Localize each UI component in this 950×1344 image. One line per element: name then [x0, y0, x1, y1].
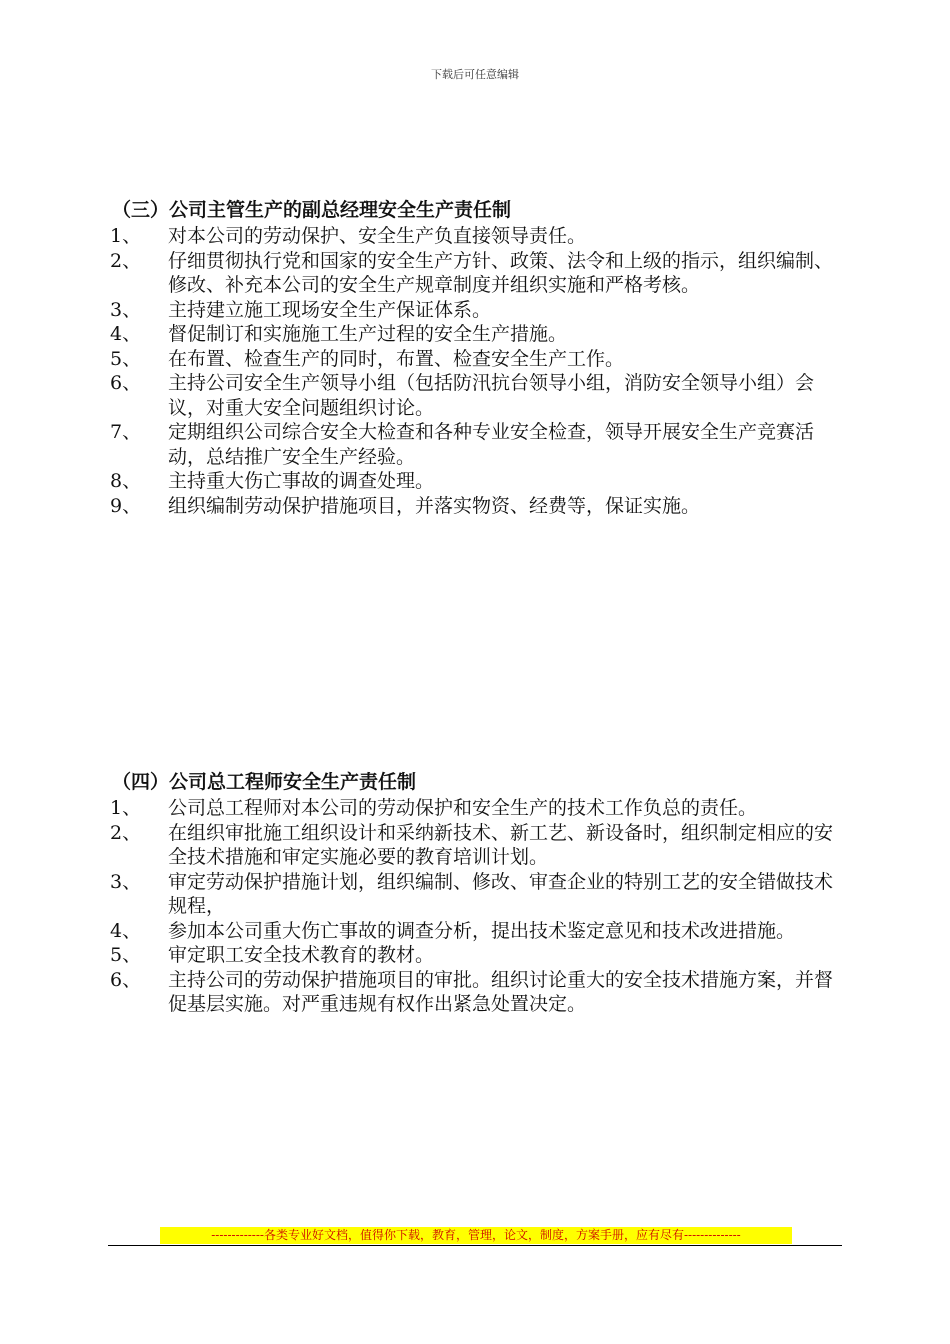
item-number: 3、	[110, 870, 142, 893]
item-text: 公司总工程师对本公司的劳动保护和安全生产的技术工作负总的责任。	[168, 797, 758, 819]
list-item	[110, 371, 850, 420]
item-text: 在组织审批施工组织设计和采纳新技术、新工艺、新设备时，组织制定相应的安全技术措施和审定实施必要的教育培训计划。	[168, 821, 834, 868]
section-4-list	[110, 796, 850, 1017]
item-text: 审定劳动保护措施计划，组织编制、修改、审查企业的特别工艺的安全错做技术规程，	[168, 870, 834, 917]
list-item	[110, 968, 850, 1017]
footer-divider	[108, 1245, 842, 1246]
list-item	[110, 469, 850, 494]
item-number: 6、	[110, 372, 142, 394]
item-text: 仔细贯彻执行党和国家的安全生产方针、政策、法令和上级的指示，组织编制、修改、补充本公司的安全生产规章制度并组织实施和严格考核。	[168, 249, 834, 296]
list-item	[110, 796, 850, 821]
item-number: 8、	[110, 470, 142, 492]
item-number: 5、	[110, 944, 142, 966]
item-text: 督促制订和实施施工生产过程的安全生产措施。	[168, 323, 568, 345]
item-text: 主持建立施工现场安全生产保证体系。	[168, 298, 492, 321]
section-3	[110, 198, 850, 518]
section-3-list	[110, 224, 850, 518]
list-item	[110, 347, 850, 372]
footer-banner: -------------各类专业好文档，值得你下载，教育，管理，论文，制度，方案手册，应有尽有--------------	[160, 1227, 792, 1244]
list-item	[110, 821, 850, 870]
item-text: 定期组织公司综合安全大检查和各种专业安全检查，领导开展安全生产竞赛活动，总结推广安全生产经验。	[168, 421, 815, 468]
item-number: 2、	[110, 821, 142, 844]
list-item	[110, 919, 850, 944]
section-4-title: （四）公司总工程师安全生产责任制	[112, 771, 417, 793]
item-number: 3、	[110, 298, 142, 321]
item-number: 9、	[110, 494, 142, 517]
item-number: 4、	[110, 323, 142, 345]
item-number: 1、	[110, 225, 142, 247]
section-4	[110, 770, 850, 1017]
list-item	[110, 494, 850, 519]
item-number: 2、	[110, 249, 142, 272]
item-text: 审定职工安全技术教育的教材。	[168, 944, 435, 966]
item-text: 对本公司的劳动保护、安全生产负直接领导责任。	[168, 225, 587, 247]
item-number: 7、	[110, 421, 142, 443]
list-item	[110, 249, 850, 298]
page-header-note: 下载后可任意编辑	[431, 68, 519, 81]
item-text: 主持公司安全生产领导小组（包括防汛抗台领导小组，消防安全领导小组）会议，对重大安全问题组织讨论。	[168, 372, 815, 419]
list-item	[110, 298, 850, 323]
list-item	[110, 943, 850, 968]
item-number: 5、	[110, 347, 142, 370]
item-text: 主持重大伤亡事故的调查处理。	[168, 470, 435, 492]
list-item	[110, 870, 850, 919]
section-3-title: （三）公司主管生产的副总经理安全生产责任制	[112, 199, 512, 221]
item-text: 参加本公司重大伤亡事故的调查分析，提出技术鉴定意见和技术改进措施。	[168, 919, 796, 942]
item-number: 1、	[110, 797, 142, 819]
item-text: 组织编制劳动保护措施项目，并落实物资、经费等，保证实施。	[168, 494, 701, 517]
list-item	[110, 420, 850, 469]
item-text: 主持公司的劳动保护措施项目的审批。组织讨论重大的安全技术措施方案，并督促基层实施。对严重违规有权作出紧急处置决定。	[168, 968, 834, 1015]
list-item	[110, 224, 850, 249]
list-item	[110, 322, 850, 347]
item-number: 4、	[110, 919, 142, 942]
item-text: 在布置、检查生产的同时，布置、检查安全生产工作。	[168, 347, 625, 370]
item-number: 6、	[110, 968, 142, 991]
